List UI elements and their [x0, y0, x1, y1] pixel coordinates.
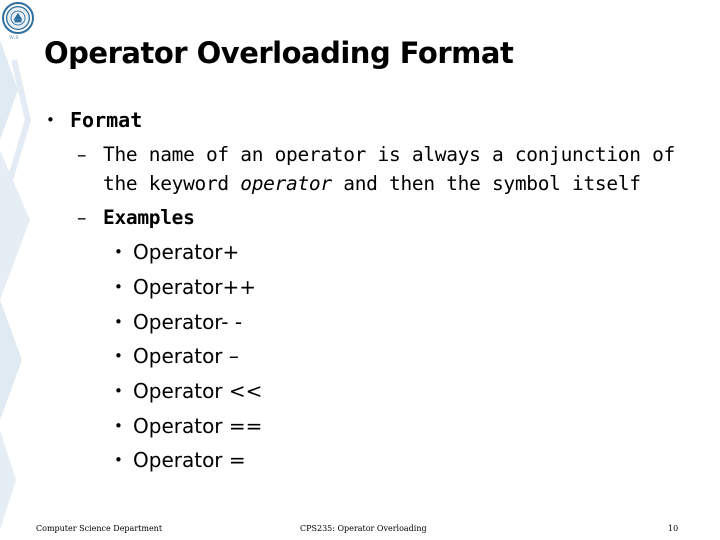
description-text: the keyword [103, 172, 241, 195]
dash-marker: – [77, 207, 87, 229]
bullet-dot: • [114, 278, 123, 296]
bullet-dot: • [114, 417, 123, 435]
seal-icon [4, 4, 32, 32]
slide-title: Operator Overloading Format [44, 36, 514, 70]
example-item: Operator = [133, 448, 246, 472]
bullet-dot: • [114, 243, 123, 261]
logo-caption: w.s [9, 34, 19, 41]
example-item: Operator – [133, 344, 239, 368]
bullet-format-label: Format [70, 108, 143, 132]
bullet-dot: • [114, 313, 123, 331]
example-item: Operator- - [133, 310, 243, 334]
description-line-2 [103, 172, 641, 196]
bullet-dot: • [114, 382, 123, 400]
left-decoration [0, 0, 44, 540]
description-text: and then the symbol itself [331, 172, 641, 195]
footer-course: CPS235: Operator Overloading [300, 524, 427, 533]
dash-marker: – [77, 144, 87, 166]
university-logo [2, 2, 34, 34]
footer-page-number: 10 [668, 524, 679, 533]
examples-label: Examples [103, 206, 195, 229]
example-item: Operator++ [133, 275, 257, 299]
keyword-emphasis: operator [240, 172, 332, 195]
example-item: Operator+ [133, 240, 240, 264]
footer-department: Computer Science Department [36, 524, 163, 533]
description-line-1: The name of an operator is always a conjunction of [103, 143, 676, 166]
example-item: Operator == [133, 414, 263, 438]
example-item: Operator << [133, 379, 263, 403]
bullet-dot: • [114, 347, 123, 365]
bullet-dot: • [114, 451, 123, 469]
bullet-dot: • [46, 111, 55, 129]
